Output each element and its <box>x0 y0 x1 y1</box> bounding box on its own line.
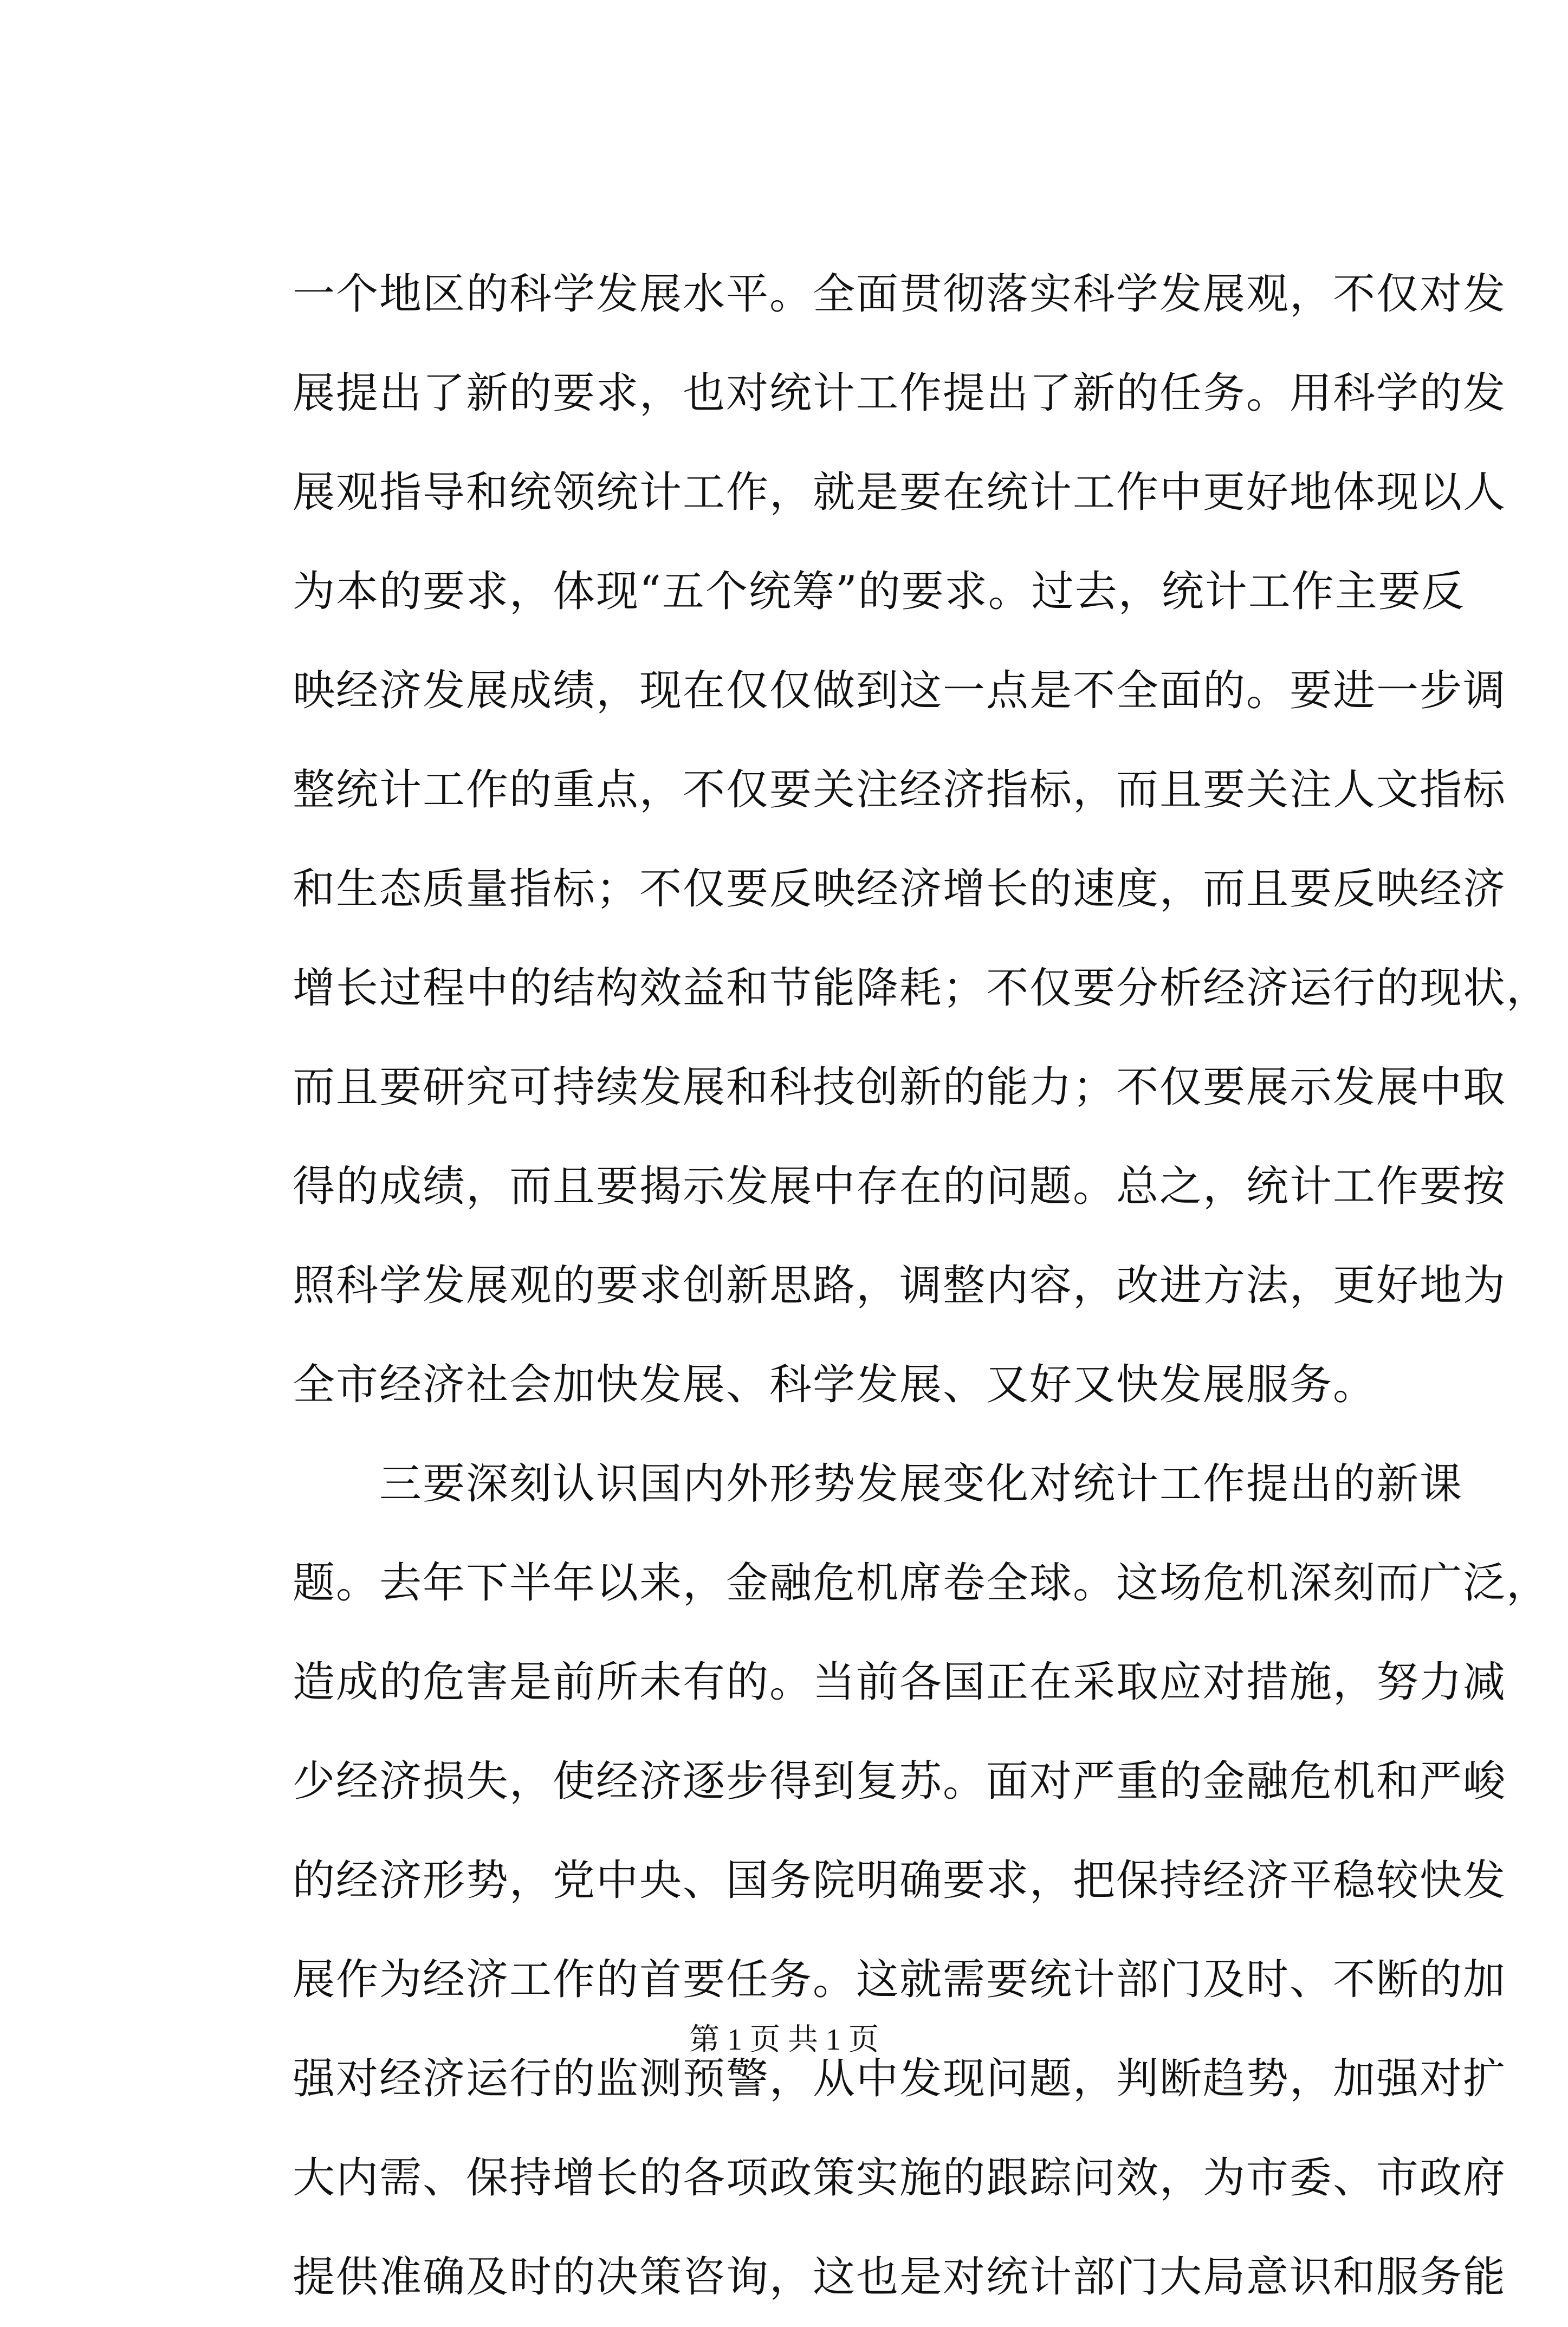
text-line: 增长过程中的结构效益和节能降耗；不仅要分析经济运行的现状， <box>293 964 1550 1013</box>
text-line: 提供准确及时的决策咨询，这也是对统计部门大局意识和服务能 <box>293 2253 1507 2302</box>
text-line: 映经济发展成绩，现在仅仅做到这一点是不全面的。要进一步调 <box>293 666 1507 715</box>
paragraph-1 <box>293 245 1550 1435</box>
text-line: 和生态质量指标；不仅要反映经济增长的速度，而且要反映经济 <box>293 865 1507 913</box>
text-line: 少经济损失，使经济逐步得到复苏。面对严重的金融危机和严峻 <box>293 1757 1507 1806</box>
text-line: 大内需、保持增长的各项政策实施的跟踪问效，为市委、市政府 <box>293 2154 1507 2202</box>
text-line: 强对经济运行的监测预警，从中发现问题，判断趋势，加强对扩 <box>293 2054 1507 2103</box>
text-line: 展提出了新的要求，也对统计工作提出了新的任务。用科学的发 <box>293 369 1507 418</box>
text-line: 照科学发展观的要求创新思路，调整内容，改进方法，更好地为 <box>293 1261 1507 1310</box>
text-line: 整统计工作的重点，不仅要关注经济指标，而且要关注人文指标 <box>293 766 1507 814</box>
text-line: 三要深刻认识国内外形势发展变化对统计工作提出的新课 <box>379 1460 1463 1508</box>
text-line: 得的成绩，而且要揭示发展中存在的问题。总之，统计工作要按 <box>293 1162 1507 1211</box>
text-line: 造成的危害是前所未有的。当前各国正在采取应对措施，努力减 <box>293 1658 1507 1707</box>
text-line: 题。去年下半年以来，金融危机席卷全球。这场危机深刻而广泛， <box>293 1559 1550 1607</box>
page-number-footer: 第 1 页 共 1 页 <box>689 2023 879 2057</box>
text-line: 展作为经济工作的首要任务。这就需要统计部门及时、不断的加 <box>293 1955 1507 2004</box>
paragraph-2 <box>293 1435 1550 2327</box>
text-line: 而且要研究可持续发展和科技创新的能力；不仅要展示发展中取 <box>293 1063 1507 1112</box>
text-line: 展观指导和统领统计工作，就是要在统计工作中更好地体现以人 <box>293 468 1507 517</box>
text-line: 一个地区的科学发展水平。全面贯彻落实科学发展观，不仅对发 <box>293 270 1507 319</box>
document-body <box>293 245 1550 2327</box>
text-line: 为本的要求，体现“五个统筹”的要求。过去，统计工作主要反 <box>293 567 1465 616</box>
text-line: 全市经济社会加快发展、科学发展、又好又快发展服务。 <box>293 1360 1377 1409</box>
text-line: 的经济形势，党中央、国务院明确要求，把保持经济平稳较快发 <box>293 1856 1507 1905</box>
